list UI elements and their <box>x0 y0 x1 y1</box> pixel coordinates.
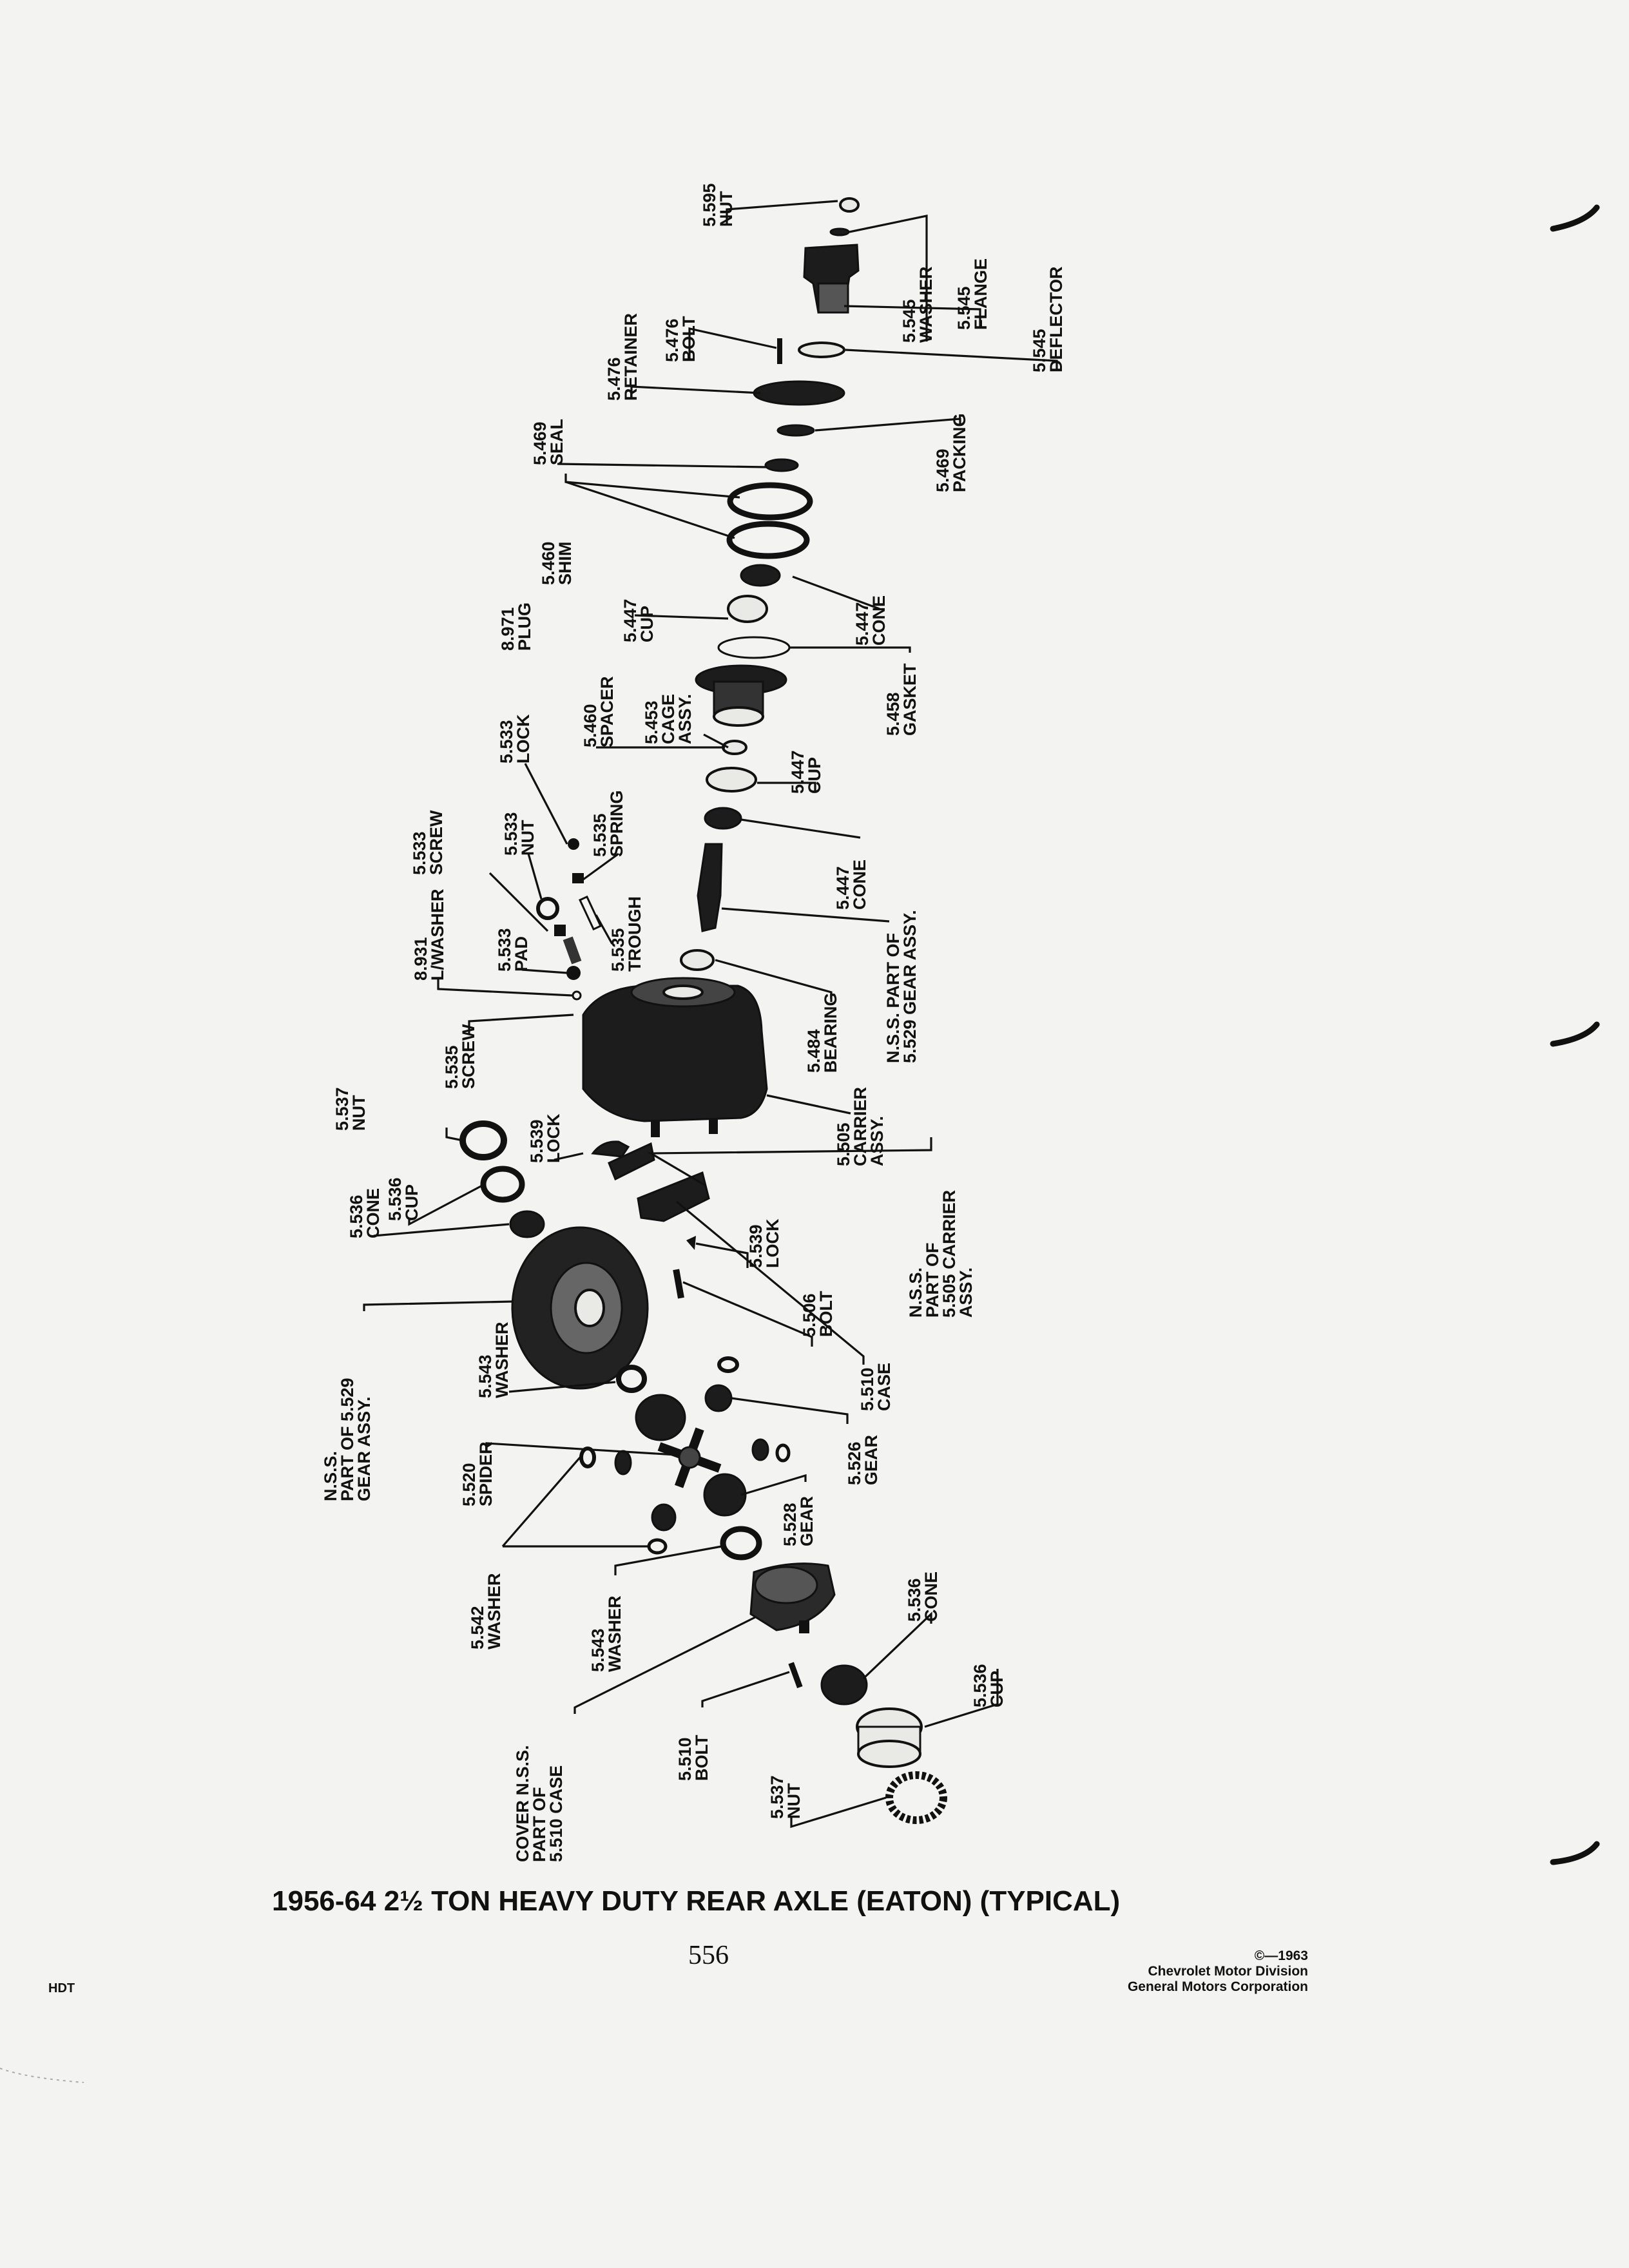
callout-line: PAD <box>512 936 531 972</box>
callout-line: 5.510 CASE <box>546 1765 566 1862</box>
part-cone-5447-a <box>741 565 780 586</box>
part-spring-5535 <box>572 873 584 883</box>
callout-washer-5543-b <box>588 1595 624 1672</box>
callout-line: 5.529 GEAR ASSY. <box>900 910 920 1063</box>
part-pinion-mate-c <box>777 1445 789 1461</box>
callout-line: 5.447 <box>853 602 872 646</box>
callout-line: NUT <box>349 1095 369 1131</box>
callout-line: WASHER <box>916 266 936 343</box>
callout-line: 5.505 CARRIER <box>940 1189 959 1318</box>
part-seal-5469 <box>766 459 798 471</box>
callout-cone-5536-b <box>905 1571 941 1622</box>
callout-line: PLUG <box>515 602 534 651</box>
part-washer-5545 <box>831 229 849 235</box>
part-flange-5545 <box>804 245 858 312</box>
part-lwasher-8931 <box>573 992 581 999</box>
callout-line: 5.528 <box>780 1503 800 1546</box>
callout-deflector-5545 <box>1030 266 1066 372</box>
callout-line: CUP <box>637 605 657 642</box>
callout-line: LOCK <box>544 1113 563 1163</box>
callout-cone-5447-a <box>853 595 889 646</box>
callout-carrier-5505 <box>834 1087 887 1166</box>
part-trough-5535 <box>580 897 601 929</box>
callout-line: CARRIER <box>851 1086 870 1166</box>
callout-line: 5.542 <box>468 1606 487 1649</box>
callout-line: BOLT <box>679 316 699 362</box>
callout-line: 5.537 <box>767 1775 787 1819</box>
callout-line: LOCK <box>763 1218 782 1268</box>
callout-line: 5.526 <box>845 1441 864 1485</box>
copyright-block <box>1128 1948 1308 1994</box>
callout-bolt-5476 <box>662 316 699 362</box>
callout-line: 5.535 <box>442 1045 461 1089</box>
callout-cup-5536-a <box>385 1177 421 1221</box>
callout-line: 5.545 <box>954 286 974 330</box>
callout-line: 5.539 <box>527 1119 546 1163</box>
part-cup-5536-b <box>857 1709 921 1767</box>
callout-line: WASHER <box>485 1573 504 1649</box>
callout-packing-5469 <box>933 413 969 492</box>
part-packing-5469 <box>778 425 814 436</box>
part-screw-5533 <box>563 936 582 964</box>
callout-line: NUT <box>784 1783 804 1819</box>
callout-line: 5.533 <box>497 720 516 764</box>
callout-case-5510 <box>858 1363 894 1411</box>
callout-line: GEAR ASSY. <box>354 1396 374 1501</box>
callout-line: 5.458 <box>883 692 903 736</box>
binder-hole-mark-bottom <box>1553 1844 1597 1862</box>
callout-line: BOLT <box>692 1735 711 1781</box>
part-bearing-cap-b <box>638 1173 709 1221</box>
callout-nss-5505 <box>906 1190 976 1318</box>
part-pad-5533 <box>566 966 581 980</box>
callout-line: 5.533 <box>495 928 514 972</box>
part-pinion-gear <box>698 844 722 931</box>
part-cup-5447-a <box>728 596 767 622</box>
callout-cup-5447-a <box>621 599 657 642</box>
callout-line: SCREW <box>459 1024 478 1089</box>
callout-line: 8.931 <box>411 937 430 981</box>
callout-seal-5469 <box>530 419 566 465</box>
part-nut-5595 <box>840 198 858 211</box>
part-cup-5447-b <box>707 768 756 791</box>
part-nut-5533 <box>554 925 566 936</box>
callout-line: 5.447 <box>833 866 853 910</box>
callout-line: CUP <box>805 756 824 794</box>
binder-hole-mark-middle <box>1553 1024 1597 1044</box>
callout-line: 5.506 <box>800 1293 819 1337</box>
callout-line: GASKET <box>900 663 920 736</box>
callout-retainer-5476 <box>604 313 641 401</box>
callout-line: 5.536 <box>385 1177 405 1221</box>
part-plug-8971 <box>568 838 579 850</box>
callout-cup-5536-b <box>970 1664 1007 1707</box>
callout-spacer-5460 <box>581 676 617 747</box>
part-retainer-5476 <box>754 381 844 405</box>
part-pinion-mate-a <box>719 1358 737 1371</box>
callout-line: 5.505 <box>834 1122 853 1166</box>
callout-line: 5.536 <box>347 1195 366 1238</box>
part-pinion-mate-b <box>753 1439 768 1460</box>
callout-line: ASSY. <box>956 1267 976 1318</box>
part-lock-5539-a <box>593 1142 628 1157</box>
section-tag: HDT <box>48 1981 75 1995</box>
callout-line: 5.543 <box>588 1628 608 1672</box>
part-washer-5542-c <box>649 1540 666 1553</box>
callout-line: CONE <box>850 859 869 910</box>
part-bearing-5484 <box>681 950 713 970</box>
callout-cage-5453 <box>642 694 695 744</box>
part-cage-5453 <box>696 666 786 726</box>
callout-line: 5.535 <box>590 813 610 857</box>
callout-bolt-5506 <box>800 1291 836 1337</box>
callout-line: N.S.S. <box>321 1450 340 1501</box>
callout-line: CAGE <box>659 693 678 744</box>
copyright-line-3: General Motors Corporation <box>1127 1979 1308 1994</box>
callout-line: SPACER <box>597 676 617 747</box>
part-carrier-5505 <box>583 978 767 1137</box>
callout-nss-5529 <box>883 910 920 1063</box>
part-bolt-5506 <box>673 1269 684 1298</box>
callout-line: PART OF <box>923 1242 942 1318</box>
callout-spider-5520 <box>459 1441 496 1506</box>
callout-line: WASHER <box>492 1321 512 1398</box>
part-bolt-5476 <box>777 338 782 364</box>
callout-line: CASE <box>874 1362 894 1411</box>
callout-cup-5447-b <box>788 750 824 794</box>
callout-line: 5.469 <box>933 448 952 492</box>
callout-line: BEARING <box>821 992 840 1073</box>
callout-nss-5529-b <box>321 1378 374 1501</box>
callout-line: 5.535 <box>608 928 628 972</box>
callout-line: 5.533 <box>501 812 521 856</box>
callout-line: 5.447 <box>788 750 807 794</box>
callout-cone-5447-b <box>833 860 869 910</box>
callout-screw-5535 <box>442 1024 478 1089</box>
callout-line: 5.595 <box>700 183 719 227</box>
callout-cover-5510 <box>513 1745 566 1862</box>
callout-gasket-5458 <box>883 663 920 736</box>
callout-gear-5526 <box>845 1435 881 1485</box>
callout-line: SCREW <box>427 810 446 875</box>
part-gasket-5458 <box>718 637 789 658</box>
copyright-line-1: ©—1963 <box>1254 1948 1308 1963</box>
callout-shim-5460 <box>539 541 575 585</box>
callout-line: CONE <box>869 595 889 646</box>
part-washer-5542-b <box>615 1451 631 1474</box>
callout-lock-5539-b <box>746 1218 782 1268</box>
part-pinion-mate-d <box>652 1504 675 1530</box>
callout-gear-5528 <box>780 1496 816 1546</box>
part-nut-5537-a <box>463 1124 504 1157</box>
callout-line: ASSY. <box>675 693 695 744</box>
callout-line: 5.510 <box>675 1737 695 1781</box>
callout-line: 5.545 <box>1030 329 1049 372</box>
callout-line: L/WASHER <box>428 889 447 981</box>
part-ring-gear <box>512 1227 648 1389</box>
callout-line: CONE <box>921 1571 941 1622</box>
callout-line: PART OF 5.529 <box>338 1378 357 1501</box>
callout-lock-5533 <box>497 714 533 764</box>
part-nut-5537-b <box>889 1775 943 1820</box>
callout-line: FLANGE <box>971 258 990 330</box>
callout-line: SPIDER <box>476 1441 496 1506</box>
callout-line: GEAR <box>862 1434 881 1485</box>
callout-pad-5533 <box>495 928 531 972</box>
callout-flange-5545 <box>954 258 990 330</box>
callout-line: NUT <box>518 820 537 856</box>
part-deflector-5545 <box>799 343 844 357</box>
part-cover-5510 <box>751 1564 834 1633</box>
callout-line: 5.536 <box>905 1578 924 1622</box>
part-washer-5543-b <box>723 1529 759 1557</box>
callout-line: CUP <box>987 1670 1007 1707</box>
callout-line: 5.453 <box>642 700 661 744</box>
callout-nut-5537-b <box>767 1775 804 1819</box>
copyright-line-2: Chevrolet Motor Division <box>1148 1964 1308 1979</box>
part-shim-5460-b <box>729 524 807 556</box>
callout-screw-5533 <box>410 810 446 875</box>
callout-line: DEFLECTOR <box>1046 266 1066 372</box>
callout-line: WASHER <box>605 1595 624 1672</box>
callout-cone-5536-a <box>347 1188 383 1238</box>
callout-line: 5.484 <box>804 1029 824 1073</box>
callout-line: 5.543 <box>476 1354 495 1398</box>
callout-bolt-5510 <box>675 1735 711 1781</box>
callout-line: CUP <box>402 1184 421 1221</box>
callout-line: SPRING <box>607 790 626 857</box>
part-cone-5536-b <box>822 1666 867 1704</box>
part-gear-5528 <box>704 1474 746 1515</box>
callout-line: GEAR <box>797 1495 816 1546</box>
callout-line: TROUGH <box>625 896 644 972</box>
diagram-title: 1956-64 2½ TON HEAVY DUTY REAR AXLE (EATON) (TYPICAL) <box>272 1885 1121 1917</box>
callout-line: 5.520 <box>459 1463 479 1506</box>
callout-line: 5.447 <box>621 599 640 642</box>
callout-line: LOCK <box>514 714 533 764</box>
callout-line: 5.476 <box>604 357 624 401</box>
part-lock-5539-b <box>686 1236 696 1250</box>
callout-trough-5535 <box>608 896 644 972</box>
callout-line: PACKING <box>950 413 969 492</box>
callout-line: 5.469 <box>530 421 550 465</box>
callout-line: COVER N.S.S. <box>513 1745 532 1862</box>
part-cup-5536-a <box>483 1169 522 1200</box>
callout-line: N.S.S. <box>906 1267 925 1318</box>
callout-line: 5.545 <box>900 299 919 343</box>
callout-line: NUT <box>717 191 736 227</box>
page-number: 556 <box>688 1941 729 1970</box>
callout-lwasher-8931 <box>411 889 447 981</box>
callout-line: RETAINER <box>621 312 641 401</box>
part-side-gear-a <box>636 1395 685 1440</box>
part-gear-5526 <box>706 1385 731 1411</box>
callout-line: N.S.S. PART OF <box>883 932 903 1063</box>
callout-line: 5.510 <box>858 1367 877 1411</box>
callout-line: 5.539 <box>746 1224 766 1268</box>
callout-line: BOLT <box>816 1291 836 1337</box>
callout-line: CONE <box>363 1187 383 1238</box>
callout-nut-5533 <box>501 812 537 856</box>
callout-bearing-5484 <box>804 992 840 1073</box>
callout-nut-5595 <box>700 183 736 227</box>
callout-line: SHIM <box>555 541 575 585</box>
callout-line: 5.537 <box>333 1087 352 1131</box>
part-shim-5460-a <box>730 485 810 517</box>
callout-spring-5535 <box>590 790 626 857</box>
callout-line: 5.476 <box>662 318 682 362</box>
callout-line: 5.460 <box>539 541 558 585</box>
scan-smudge <box>0 2068 84 2082</box>
callout-line: ASSY. <box>867 1115 887 1166</box>
part-cone-5536-a <box>510 1211 544 1237</box>
callout-line: 8.971 <box>498 607 517 651</box>
callout-line: 5.533 <box>410 831 429 875</box>
part-washer-5542-a <box>581 1448 594 1466</box>
callout-nut-5537-a <box>333 1087 369 1131</box>
part-cone-5447-b <box>705 808 741 829</box>
callout-line: 5.460 <box>581 704 600 747</box>
callout-washer-5545 <box>900 266 936 343</box>
part-washer-5543-a <box>619 1367 644 1390</box>
callout-line: SEAL <box>547 418 566 465</box>
callout-washer-5543-a <box>476 1321 512 1398</box>
callout-line: 5.536 <box>970 1664 990 1707</box>
part-lock-5533 <box>538 899 557 918</box>
callout-lock-5539-a <box>527 1113 563 1163</box>
callout-washer-5542 <box>468 1573 504 1649</box>
binder-hole-mark-top <box>1553 207 1597 229</box>
callout-plug-8971 <box>498 602 534 651</box>
callout-line: PART OF <box>530 1787 549 1862</box>
part-bolt-5510 <box>788 1662 802 1688</box>
